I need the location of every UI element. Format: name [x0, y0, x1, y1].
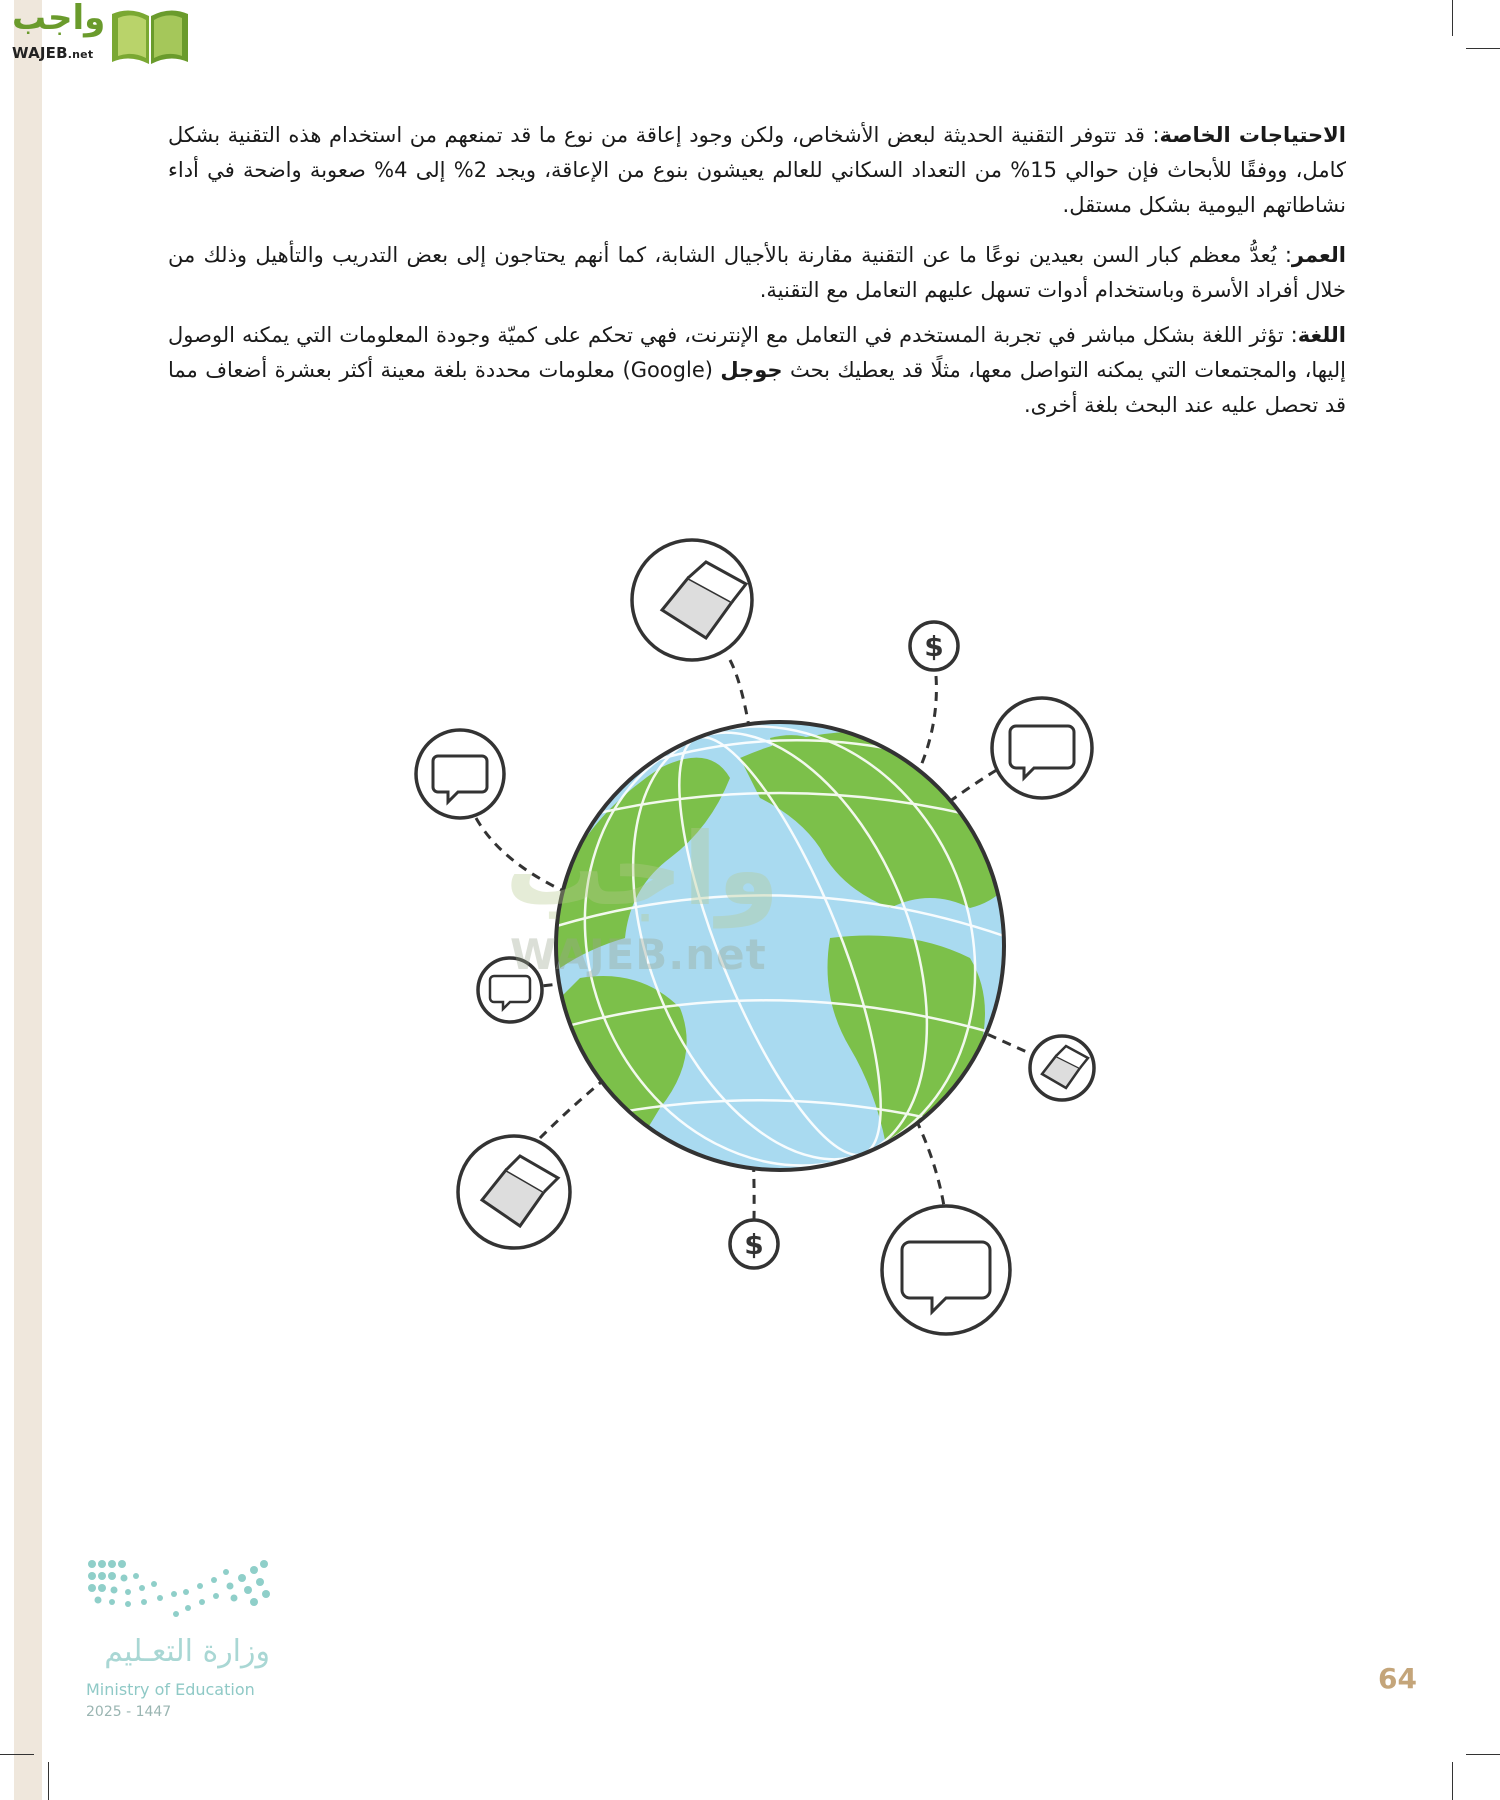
left-margin-strip	[14, 0, 42, 1800]
watermark-english: WAJEB.net	[510, 930, 767, 979]
dollar-icon	[910, 622, 958, 670]
ministry-of-education-logo	[84, 1556, 284, 1726]
crop-mark	[1452, 1762, 1453, 1800]
crop-mark	[0, 1754, 34, 1755]
body-language-end: (Google) معلومات محددة بلغة معينة أكثر بعشرة أضعاف مما قد تحصل عليه عند البحث بلغة أخرى.	[168, 358, 1346, 417]
logo-english: WAJEB.net	[12, 44, 94, 62]
google-word: جوجل	[720, 358, 783, 382]
svg-text:$: $	[924, 630, 944, 663]
page-number: 64	[1378, 1662, 1417, 1695]
body-age: : يُعدُّ معظم كبار السن بعيدين نوعًا ما عن التقنية مقارنة بالأجيال الشابة، كما أنهم يحتاجون إلى بعض التدريب والتأهيل وذلك من خلال أفراد الأسرة وباستخدام أدوات تسهل عليهم التعامل مع التقنية.	[168, 243, 1346, 302]
term-age: العمر	[1291, 243, 1346, 267]
laptop-icon	[458, 1136, 570, 1248]
logo-arabic: واجب	[12, 0, 106, 38]
laptop-icon	[1030, 1036, 1094, 1100]
chat-bubble-icon	[882, 1206, 1010, 1334]
crop-mark	[1466, 48, 1500, 49]
crop-mark	[1452, 0, 1453, 36]
globe	[520, 667, 1040, 1225]
ministry-english: Ministry of Education	[86, 1680, 255, 1699]
laptop-icon	[632, 540, 752, 660]
svg-text:$: $	[744, 1228, 764, 1261]
paragraph-language	[168, 318, 1346, 423]
globe-network-illustration	[410, 528, 1110, 1348]
ministry-dots-icon	[84, 1556, 274, 1628]
paragraph-age	[168, 238, 1346, 308]
wajeb-logo[interactable]	[10, 0, 190, 70]
book-icon	[108, 4, 192, 66]
body-special-needs: : قد تتوفر التقنية الحديثة لبعض الأشخاص، ولكن وجود إعاقة من نوع ما قد تمنعهم من استخدام هذه التقنية بشكل كامل، ووفقًا للأبحاث فإن حوالي 15% من التعداد السكاني للعالم يعيشون بنوع من الإعاقة، ويجد 2% إلى 4% صعوبة واضحة في أداء نشاطاتهم اليومية بشكل مستقل.	[168, 123, 1346, 217]
term-special-needs: الاحتياجات الخاصة	[1159, 123, 1346, 147]
chat-bubble-icon	[992, 698, 1092, 798]
crop-mark	[48, 1762, 49, 1800]
dollar-icon	[730, 1220, 778, 1268]
watermark-arabic: واجب	[505, 811, 780, 928]
paragraph-special-needs	[168, 118, 1346, 223]
ministry-year: 2025 - 1447	[86, 1704, 172, 1720]
ministry-arabic: وزارة التعـليم	[104, 1634, 270, 1669]
body-language-start: : تؤثر اللغة بشكل مباشر في تجربة المستخدم في التعامل مع الإنترنت، فهي تحكم على كميّة وجودة المعلومات التي يمكنه الوصول إليها، والمجتمعات التي يمكنه التواصل معها، مثلًا قد يعطيك بحث	[168, 323, 1346, 382]
chat-bubble-icon	[416, 730, 504, 818]
term-language: اللغة	[1297, 323, 1346, 347]
chat-bubble-icon	[478, 958, 542, 1022]
crop-mark	[1466, 1754, 1500, 1755]
